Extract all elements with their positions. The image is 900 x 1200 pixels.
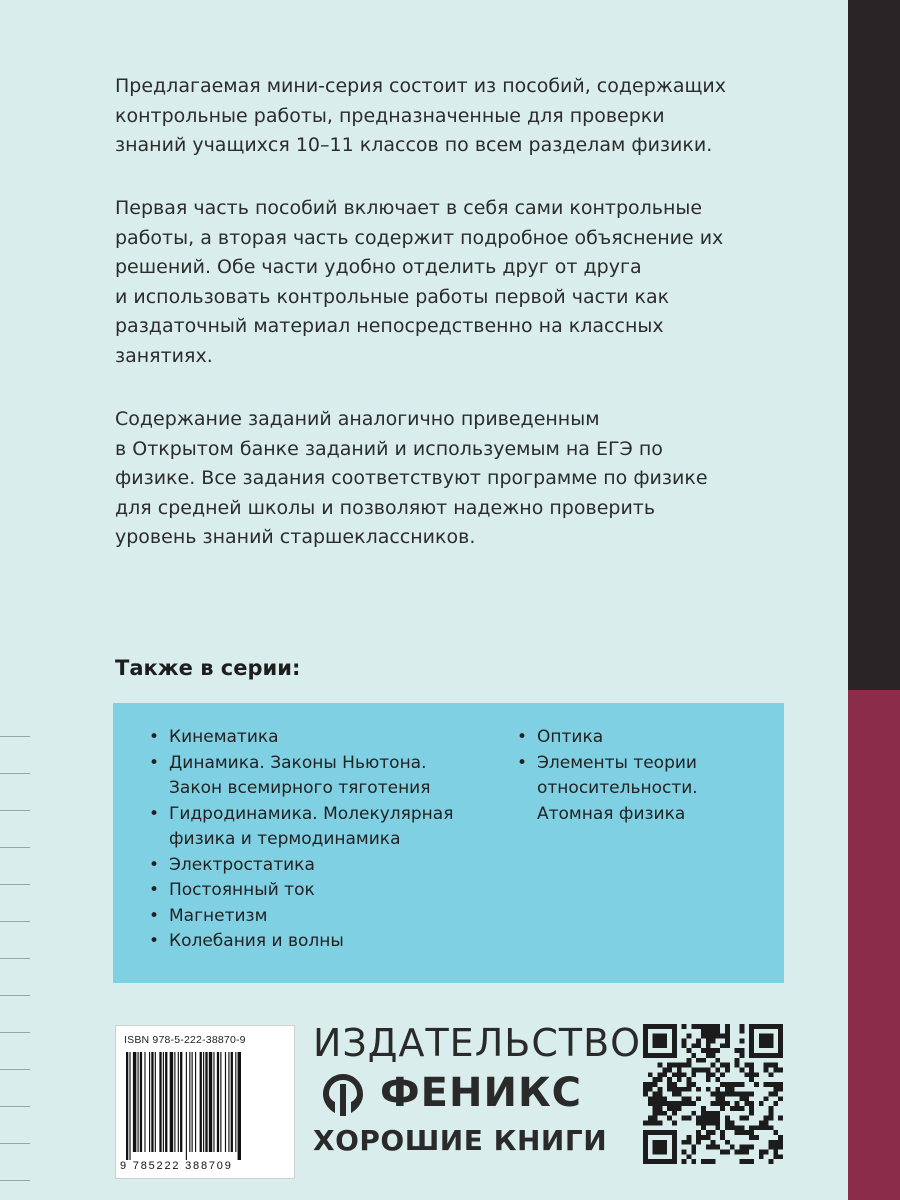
description-paragraph-2: Первая часть пособий включает в себя сами контрольные работы, а вторая часть содержит подробное объяснение их решений. Обе части удобно отделить друг от друга и использовать контрольные работы первой части как раздаточный материал непосредственно на классных занятиях. (115, 197, 724, 367)
bullet-icon: • (517, 752, 528, 773)
publisher-label: ИЗДАТЕЛЬСТВО (313, 1021, 642, 1065)
bullet-icon: • (149, 854, 160, 875)
series-heading: Также в серии: (115, 656, 301, 680)
series-list-right (517, 725, 767, 827)
series-item (149, 853, 499, 879)
notebook-lines-decoration (0, 700, 30, 1200)
series-item-label: Элементы теории относительности. Атомная физика (537, 752, 698, 824)
description-paragraph-3: Содержание заданий аналогично приведенным в Открытом банке заданий и используемым на ЕГЭ по физике. Все задания соответствуют программе по физике для средней школы и позволяют надежно проверить уровень знаний старшеклассников. (115, 408, 708, 548)
isbn-barcode-box (115, 1025, 295, 1179)
series-item (149, 802, 499, 853)
bullet-icon: • (149, 803, 160, 824)
publisher-name: ФЕНИКС (380, 1070, 582, 1116)
series-item (517, 751, 767, 828)
bullet-icon: • (517, 727, 528, 747)
series-item-label: Оптика (537, 727, 604, 747)
isbn-number: ISBN 978-5-222-38870-9 (124, 1034, 246, 1046)
publisher-slogan: ХОРОШИЕ КНИГИ (313, 1124, 608, 1157)
spine-red-strip (848, 690, 900, 1200)
series-list-left (149, 725, 499, 955)
bullet-icon: • (149, 905, 160, 926)
spine-dark-strip (848, 0, 900, 690)
series-item (149, 929, 499, 955)
phoenix-logo-icon (320, 1072, 366, 1118)
barcode-digits: 9 785222 388709 (120, 1160, 233, 1172)
series-item-label: Колебания и волны (169, 931, 344, 951)
series-item (149, 725, 499, 751)
description-paragraph-1: Предлагаемая мини-серия состоит из пособий, содержащих контрольные работы, предназначенные для проверки знаний учащихся 10–11 классов по всем разделам физики. (115, 75, 727, 156)
bullet-icon: • (149, 752, 160, 773)
series-item-label: Кинематика (169, 727, 279, 747)
series-list-box (113, 703, 784, 983)
bullet-icon: • (149, 727, 160, 747)
bullet-icon: • (149, 931, 160, 951)
series-item-label: Постоянный ток (169, 880, 315, 900)
series-item-label: Магнетизм (169, 905, 268, 926)
series-item (149, 904, 499, 930)
series-item-label: Гидродинамика. Молекулярная физика и термодинамика (169, 803, 454, 849)
series-item (149, 878, 499, 904)
series-item-label: Динамика. Законы Ньютона. Закон всемирного тяготения (169, 752, 431, 798)
bullet-icon: • (149, 880, 160, 900)
series-item-label: Электростатика (169, 854, 315, 875)
qr-code-icon (643, 1024, 783, 1164)
series-item (149, 751, 499, 802)
barcode-icon (124, 1052, 286, 1160)
series-item (517, 725, 767, 751)
